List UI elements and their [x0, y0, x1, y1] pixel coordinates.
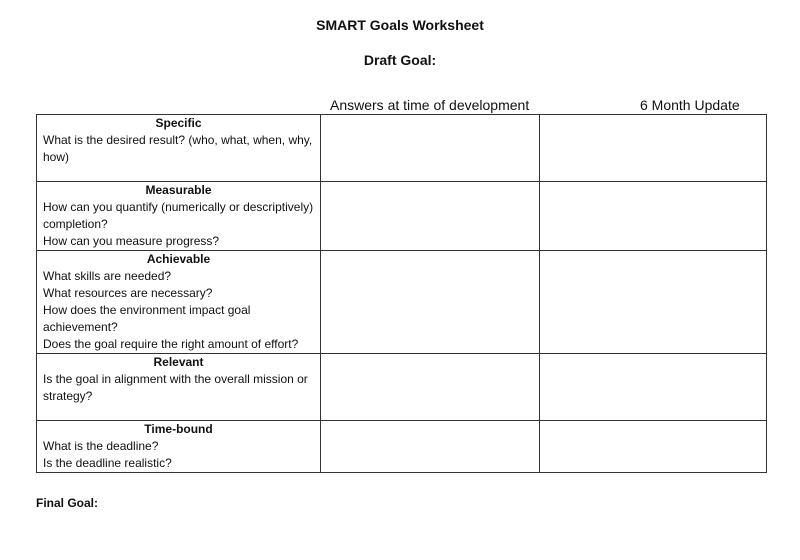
- update-cell-measurable[interactable]: [540, 182, 767, 251]
- answer-cell-time-bound[interactable]: [321, 421, 540, 473]
- update-cell-achievable[interactable]: [540, 251, 767, 354]
- criterion-question: Does the goal require the right amount of effort?: [43, 337, 299, 351]
- criterion-question: How can you measure progress?: [43, 234, 220, 248]
- criterion-question: How does the environment impact goal achievement?: [43, 303, 251, 334]
- table-row-relevant: [37, 354, 767, 421]
- update-cell-relevant[interactable]: [540, 354, 767, 421]
- criterion-question: What is the desired result? (who, what, when, why, how): [43, 133, 313, 164]
- table-row-specific: [37, 115, 767, 182]
- criterion-heading-achievable: Achievable: [146, 252, 211, 266]
- column-header-answers: Answers at time of development: [330, 97, 530, 113]
- criterion-heading-measurable: Measurable: [145, 183, 212, 197]
- column-header-6-month-update: 6 Month Update: [640, 97, 740, 113]
- table-row-measurable: [37, 182, 767, 251]
- draft-goal-label: Draft Goal:: [363, 52, 437, 68]
- criterion-cell-measurable: [37, 182, 321, 251]
- answer-cell-specific[interactable]: [321, 115, 540, 182]
- update-cell-specific[interactable]: [540, 115, 767, 182]
- smart-goals-table: [36, 114, 767, 473]
- criterion-question: Is the deadline realistic?: [43, 456, 172, 470]
- criterion-cell-achievable: [37, 251, 321, 354]
- answer-cell-achievable[interactable]: [321, 251, 540, 354]
- table-row-achievable: [37, 251, 767, 354]
- final-goal-label: Final Goal:: [36, 496, 99, 510]
- criterion-question: How can you quantify (numerically or descriptively) completion?: [43, 200, 314, 231]
- criterion-cell-specific: [37, 115, 321, 182]
- page-title: SMART Goals Worksheet: [316, 17, 484, 33]
- update-cell-time-bound[interactable]: [540, 421, 767, 473]
- table-row-time-bound: [37, 421, 767, 473]
- criterion-cell-relevant: [37, 354, 321, 421]
- answer-cell-relevant[interactable]: [321, 354, 540, 421]
- criterion-cell-time-bound: [37, 421, 321, 473]
- criterion-question: What is the deadline?: [43, 439, 159, 453]
- criterion-heading-relevant: Relevant: [153, 355, 204, 369]
- criterion-question: What resources are necessary?: [43, 286, 213, 300]
- answer-cell-measurable[interactable]: [321, 182, 540, 251]
- criterion-question: What skills are needed?: [43, 269, 172, 283]
- criterion-question: Is the goal in alignment with the overall mission or strategy?: [43, 372, 308, 403]
- criterion-heading-time-bound: Time-bound: [144, 422, 213, 436]
- criterion-heading-specific: Specific: [155, 116, 202, 130]
